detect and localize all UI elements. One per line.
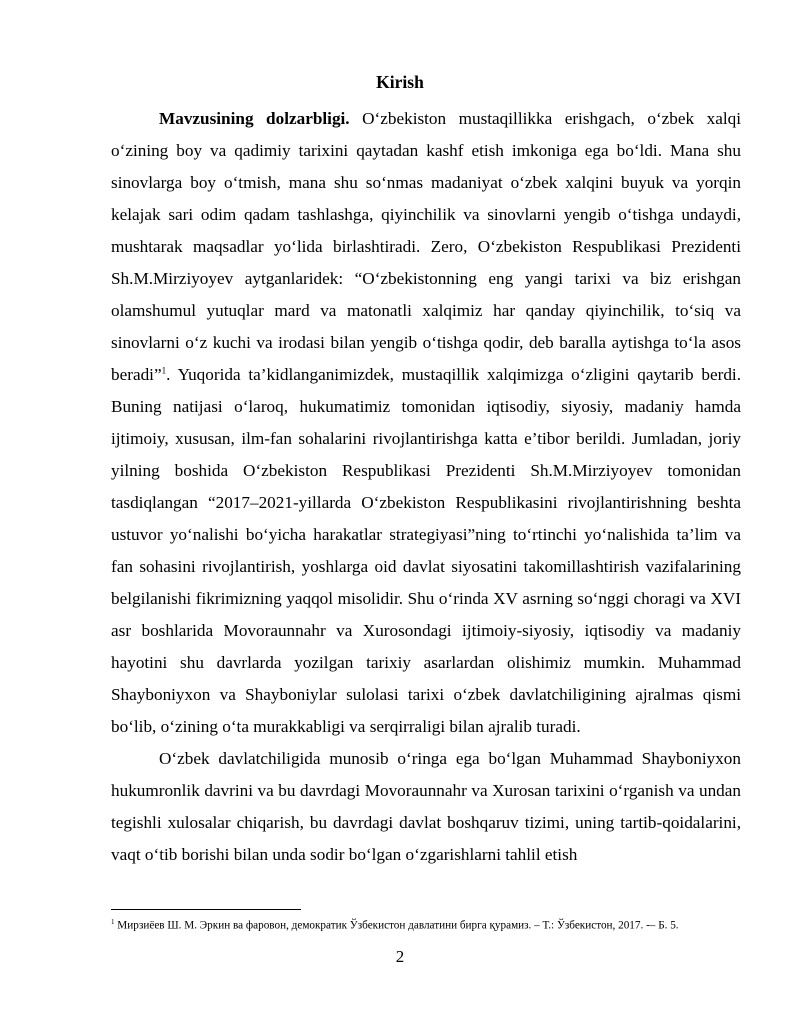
footnote-separator (111, 909, 301, 910)
page-number: 2 (395, 947, 405, 966)
footnote (111, 914, 747, 934)
footnote-marker: 1 (111, 918, 115, 926)
paragraph-lead: Mavzusining dolzarbligi. (159, 109, 350, 128)
section-heading: Kirish (376, 72, 424, 92)
paragraph-1-text: O‘zbekiston mustaqillikka erishgach, o‘zbek xalqi o‘zining boy va qadimiy tarixini qaytadan kashf etish imkoniga ega bo‘ldi. Mana shu sinovlarga boy o‘tmish, mana shu so‘nmas madaniyat o‘zbek xalqini buyuk va yorqin kelajak sari odim qadam tashlashga, qiyinchilik va sinovlarni yengib o‘tishga undaydi, mushtarak maqsadlar yo‘lida birlashtiradi. Zero, O‘zbekiston Respublikasi Prezidenti Sh.M.Mirziyoyev aytganlaridek: “O‘zbekistonning eng yangi tarixi va biz erishgan olamshumul yutuqlar mard va matonatli xalqimiz har qanday qiyinchilik, to‘siq va sinovlarni o‘z kuchi va irodasi bilan yengib o‘tishga qodir, deb baralla aytishga to‘la asos beradi” (111, 109, 741, 384)
body-text (111, 103, 741, 871)
footnote-reference: 1 (161, 365, 167, 376)
paragraph-2: O‘zbek davlatchiligida munosib o‘ringa ega bo‘lgan Muhammad Shayboniyxon hukumronlik davrini va bu davrdagi Movoraunnahr va Xurosan tarixini o‘rganish va undan tegishli xulosalar chiqarish, bu davrdagi davlat boshqaruv tizimi, uning tartib-qoidalarini, vaqt o‘tib borishi bilan unda sodir bo‘lgan o‘zgarishlarni tahlil etish (111, 749, 741, 864)
paragraph-1 (111, 103, 741, 743)
footnote-text: Мирзиёев Ш. М. Эркин ва фаровон, демократик Ўзбекистон давлатини биргa қурамиз. – Т.: Ўзбекистон, 2017. -– Б. 5. (114, 919, 679, 932)
paragraph-1-continuation: . Yuqorida ta’kidlanganimizdek, mustaqillik xalqimizga o‘zligini qaytarib berdi. Buning natijasi o‘laroq, hukumatimiz tomonidan iqtisodiy, siyosiy, madaniy hamda ijtimoiy, xususan, ilm-fan sohalarini rivojlantirishga katta e’tibor berildi. Jumladan, joriy yilning boshida O‘zbekiston Respublikasi Prezidenti Sh.M.Mirziyoyev tomonidan tasdiqlangan “2017–2021-yillarda O‘zbekiston Respublikasini rivojlantirishning beshta ustuvor yo‘nalishi bo‘yicha harakatlar strategiyasi”ning to‘rtinchi yo‘nalishida ta’lim va fan sohasini rivojlantirish, yoshlarga oid davlat siyosatini takomillashtirish vazifalarining belgilanishi fikrimizning yaqqol misolidir. Shu o‘rinda XV asrning so‘nggi choragi va XVI asr boshlarida Movoraunnahr va Xurosondagi ijtimoiy-siyosiy, iqtisodiy va madaniy hayotini shu davrlarda yozilgan tarixiy asarlardan olishimiz mumkin. Muhammad Shayboniyxon va Shayboniylar sulolasi tarixi o‘zbek davlatchiligining ajralmas qismi bo‘lib, o‘zining o‘ta murakkabligi va serqirraligi bilan ajralib turadi. (111, 365, 741, 736)
